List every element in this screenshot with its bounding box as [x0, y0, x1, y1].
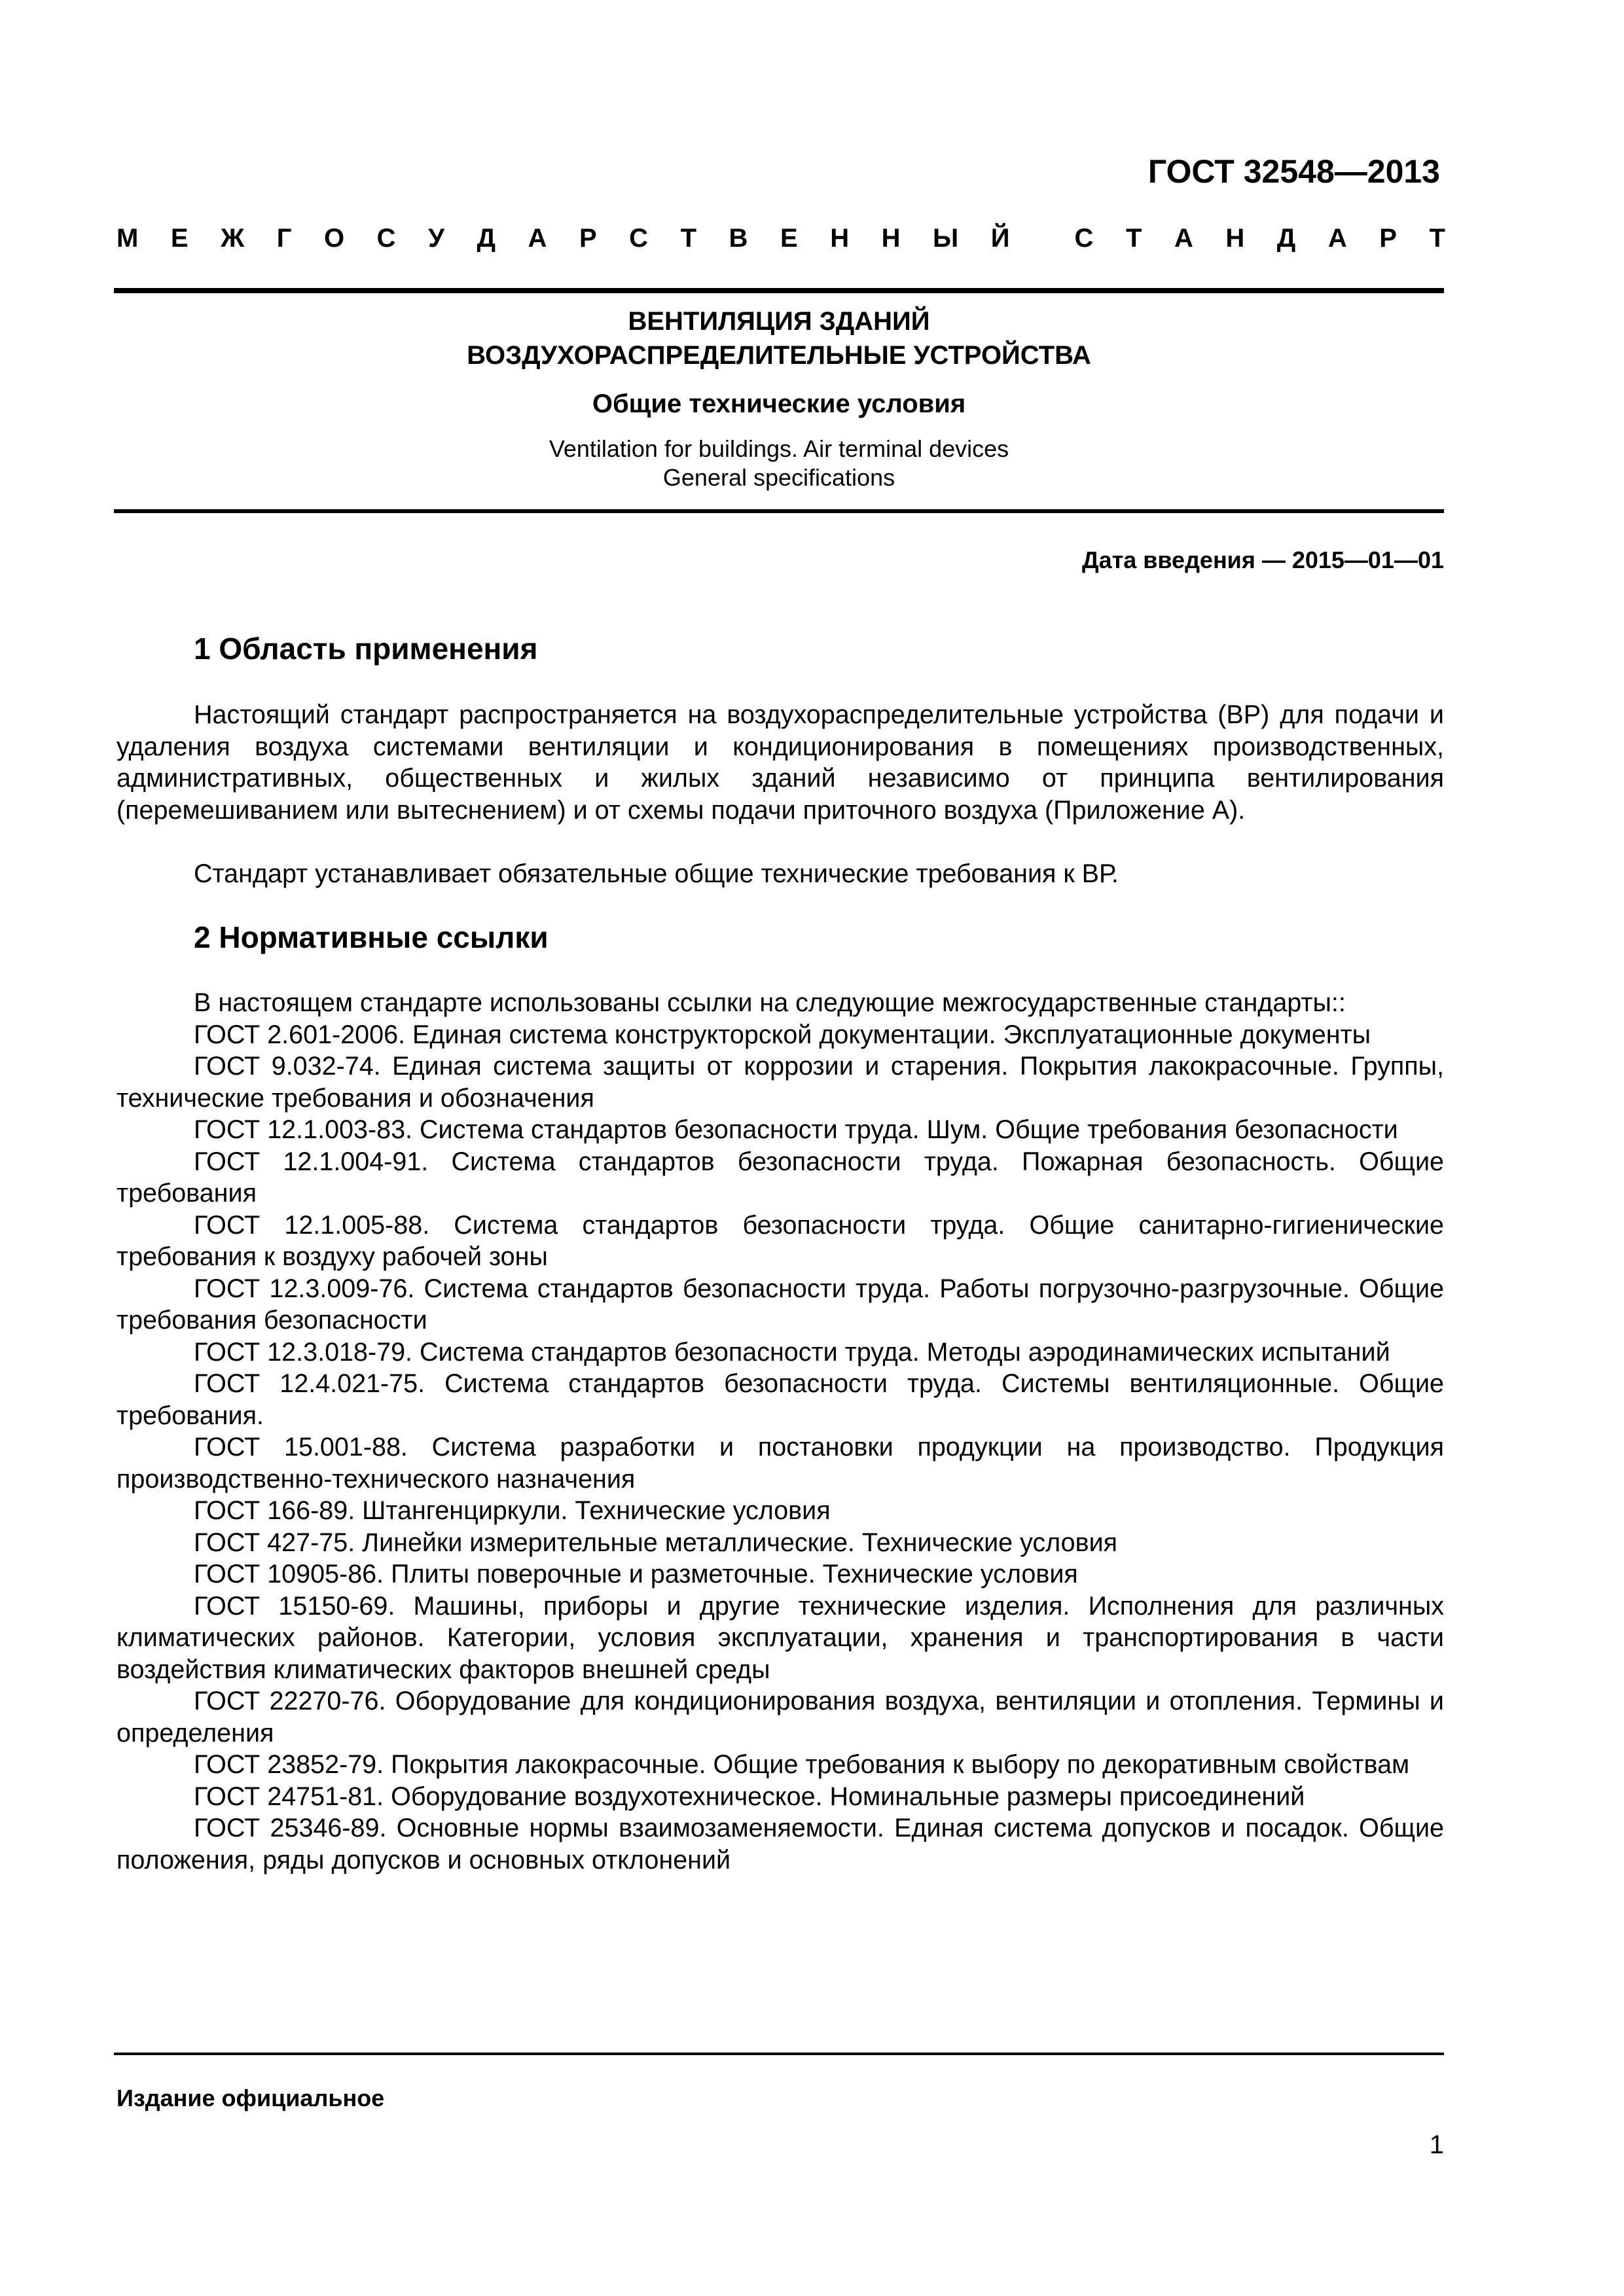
top-divider — [114, 288, 1444, 293]
standard-type-letter: Т — [1125, 224, 1142, 253]
reference-item: ГОСТ 12.3.018-79. Система стандартов безопасности труда. Методы аэродинамических испытаний — [194, 1337, 1390, 1367]
title-line-2: ВОЗДУХОРАСПРЕДЕЛИТЕЛЬНЫЕ УСТРОЙСТВА — [467, 341, 1091, 370]
standard-type-letter: Р — [579, 224, 597, 253]
standard-type-letter: С — [376, 224, 396, 253]
standard-type-letter: Е — [780, 224, 798, 253]
standard-type-letter: Р — [1379, 224, 1397, 253]
standard-type-letter: Ы — [933, 224, 959, 253]
standard-type-letter: А — [1327, 224, 1347, 253]
reference-item: ГОСТ 24751-81. Оборудование воздухотехническое. Номинальные размеры присоединений — [194, 1782, 1305, 1811]
reference-item: ГОСТ 12.1.005-88. Система стандартов безопасности труда. Общие санитарно-гигиенические требования к воздуху рабочей зоны — [117, 1210, 1444, 1271]
page-number: 1 — [1429, 2130, 1444, 2159]
reference-item: ГОСТ 25346-89. Основные нормы взаимозаменяемости. Единая система допусков и посадок. Общие положения, ряды допусков и основных отклонений — [117, 1814, 1444, 1874]
reference-item: ГОСТ 15.001-88. Система разработки и постановки продукции на производство. Продукция производственно-технического назначения — [117, 1433, 1444, 1494]
standard-type-letter: А — [1174, 224, 1193, 253]
standard-type-letter: Т — [680, 224, 697, 253]
standard-type-letter: А — [528, 224, 547, 253]
standard-type-letter: М — [117, 224, 139, 253]
section-1-heading: 1 Область применения — [194, 632, 538, 666]
english-title-line-1: Ventilation for buildings. Air terminal devices — [549, 435, 1009, 462]
reference-item: ГОСТ 12.1.003-83. Система стандартов безопасности труда. Шум. Общие требования безопасности — [194, 1115, 1398, 1144]
title-line-1: ВЕНТИЛЯЦИЯ ЗДАНИЙ — [628, 307, 930, 336]
reference-item: ГОСТ 427-75. Линейки измерительные металлические. Технические условия — [194, 1528, 1118, 1557]
title-divider — [114, 509, 1444, 513]
standard-type-letter: С — [629, 224, 649, 253]
english-title-line-2: General specifications — [662, 464, 895, 491]
introduction-date: Дата введения — 2015—01—01 — [1081, 547, 1444, 573]
references-list — [117, 987, 1444, 1876]
reference-item: ГОСТ 9.032-74. Единая система защиты от коррозии и старения. Покрытия лакокрасочные. Группы, технические требования и обозначения — [117, 1052, 1444, 1113]
references-intro: В настоящем стандарте использованы ссылки на следующие межгосударственные стандарты:: — [194, 988, 1346, 1017]
section-2-heading: 2 Нормативные ссылки — [194, 920, 549, 954]
standard-type-letter: В — [729, 224, 748, 253]
standard-type-letter: С — [1074, 224, 1094, 253]
official-edition-label: Издание официальное — [117, 2085, 385, 2111]
standard-type-letter: О — [323, 224, 345, 253]
reference-item: ГОСТ 12.1.004-91. Система стандартов безопасности труда. Пожарная безопасность. Общие требования — [117, 1147, 1444, 1208]
standard-type-letter: Д — [477, 224, 496, 253]
reference-item: ГОСТ 15150-69. Машины, приборы и другие технические изделия. Исполнения для различных климатических районов. Категории, условия эксплуатации, хранения и транспортирования в части воздействия климатических факторов внешней среды — [117, 1591, 1444, 1684]
reference-item: ГОСТ 23852-79. Покрытия лакокрасочные. Общие требования к выбору по декоративным свойствам — [194, 1750, 1410, 1779]
standard-type-letter: Д — [1276, 224, 1296, 253]
subtitle: Общие технические условия — [592, 389, 966, 418]
standard-type-letter: У — [428, 224, 444, 253]
standard-type-heading — [117, 220, 1445, 257]
standard-type-letter: Е — [170, 224, 189, 253]
reference-item: ГОСТ 22270-76. Оборудование для кондиционирования воздуха, вентиляции и отопления. Термины и определения — [117, 1687, 1444, 1748]
standard-type-letter: Т — [1429, 224, 1445, 253]
scope-paragraph: Стандарт устанавливает обязательные общие технические требования к ВР. — [194, 859, 1119, 888]
reference-item: ГОСТ 12.3.009-76. Система стандартов безопасности труда. Работы погрузочно-разгрузочные. Общие требования безопасности — [117, 1274, 1444, 1335]
reference-item: ГОСТ 10905-86. Плиты поверочные и разметочные. Технические условия — [194, 1560, 1078, 1588]
reference-item: ГОСТ 166-89. Штангенциркули. Технические условия — [194, 1496, 831, 1525]
standard-type-letter: Й — [990, 224, 1010, 253]
reference-item: ГОСТ 2.601-2006. Единая система конструкторской документации. Эксплуатационные документы — [194, 1020, 1371, 1049]
standard-type-letter: Н — [1225, 224, 1245, 253]
footer-divider — [114, 2053, 1444, 2055]
document-number: ГОСТ 32548—2013 — [1147, 153, 1440, 190]
standard-type-letter: Ж — [221, 224, 245, 253]
scope-paragraph: Настоящий стандарт распространяется на воздухораспределительные устройства (ВР) для подачи и удаления воздуха системами вентиляции и кондиционирования в помещениях производственных, административных, общественных и жилых зданий независимо от принципа вентилирования (перемешиванием или вытеснением) и от схемы подачи приточного воздуха (Приложение А). — [117, 700, 1444, 825]
standard-type-letter: Н — [881, 224, 901, 253]
standard-type-letter: Г — [276, 224, 292, 253]
reference-item: ГОСТ 12.4.021-75. Система стандартов безопасности труда. Системы вентиляционные. Общие требования. — [117, 1369, 1444, 1430]
standard-type-letter: Н — [830, 224, 850, 253]
